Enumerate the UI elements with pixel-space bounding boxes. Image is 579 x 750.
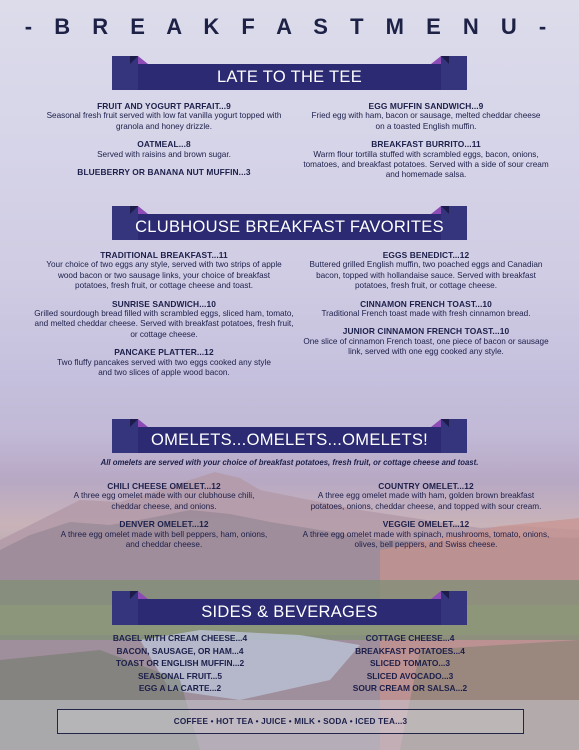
item-description: Warm flour tortilla stuffed with scrambled eggs, bacon, onions, tomatoes, and breakfast potatoes. Served with a side of sour cream and homemade salsa. (303, 149, 549, 180)
item-name: COUNTRY OMELET...12 (378, 481, 474, 491)
side-item: SLICED AVOCADO...3 (366, 670, 454, 681)
item-name: OATMEAL...8 (137, 139, 191, 150)
menu-item (30, 299, 298, 341)
omelet-note: All omelets are served with your choice of breakfast potatoes, fresh fruit, or cottage cheese and toast. (100, 458, 479, 467)
item-description: A three egg omelet made with ham, golden brown breakfast potatoes, onions, cheddar cheese, and topped with sour cream. (310, 491, 542, 511)
item-name: EGGS BENEDICT...12 (382, 250, 470, 260)
section-heading: LATE TO THE TEE (216, 68, 363, 86)
side-item: BACON, SAUSAGE, OR HAM...4 (116, 645, 244, 656)
item-description: A three egg omelet made with bell peppers, ham, onions, and cheddar cheese. (60, 529, 268, 550)
menu-item (30, 347, 298, 378)
item-description: Buttered grilled English muffin, two poached eggs and Canadian bacon, topped with hollandaise sauce. Served with breakfast potatoes, fresh fruit, or cottage cheese. (309, 260, 543, 291)
menu-item (298, 481, 554, 512)
item-name: TRADITIONAL BREAKFAST...11 (100, 250, 228, 260)
omelets-right-column (298, 481, 554, 557)
side-item: SLICED TOMATO...3 (369, 658, 451, 669)
side-item: SOUR CREAM OR SALSA...2 (352, 683, 468, 694)
sides-left-list (60, 632, 300, 695)
item-description: Traditional French toast made with fresh cinnamon bread. (321, 309, 531, 319)
side-item: EGG A LA CARTE...2 (138, 683, 222, 694)
menu-item (30, 167, 298, 177)
item-name: FRUIT AND YOGURT PARFAIT...9 (97, 101, 231, 111)
menu-item (30, 250, 298, 292)
section-banner-clubhouse (112, 206, 467, 240)
side-item: COTTAGE CHEESE...4 (365, 633, 455, 643)
item-name: CINNAMON FRENCH TOAST...10 (360, 298, 492, 309)
menu-title: - B R E A K F A S T M E N U - (24, 14, 555, 39)
menu-item (30, 519, 298, 550)
menu-item (298, 299, 554, 320)
item-name: PANCAKE PLATTER...12 (114, 347, 214, 358)
item-name: EGG MUFFIN SANDWICH...9 (368, 101, 484, 111)
item-description: A three egg omelet made with our clubhouse chili, cheddar cheese, and onions. (73, 491, 255, 511)
side-item: SEASONAL FRUIT...5 (137, 670, 223, 681)
item-name: JUNIOR CINNAMON FRENCH TOAST...10 (342, 326, 510, 337)
menu-item (298, 250, 554, 292)
clubhouse-left-column (30, 250, 298, 385)
menu-item (30, 139, 298, 160)
item-name: VEGGIE OMELET...12 (382, 519, 470, 530)
item-description: Served with raisins and brown sugar. (97, 149, 231, 159)
omelets-left-column (30, 481, 298, 557)
menu-item (30, 481, 298, 512)
menu-item (30, 101, 298, 132)
item-name: SUNRISE SANDWICH...10 (111, 298, 216, 309)
beverages-box: COFFEE • HOT TEA • JUICE • MILK • SODA • ICED TEA...3 (57, 709, 524, 734)
menu-item (298, 139, 554, 181)
item-description: A three egg omelet made with spinach, mushrooms, tomato, onions, olives, bell peppers, and Swiss cheese. (302, 529, 550, 550)
late-right-column (298, 101, 554, 188)
section-banner-omelets (112, 419, 467, 453)
clubhouse-right-column (298, 250, 554, 365)
item-description: One slice of cinnamon French toast, one piece of bacon or sausage link, served with one egg cooked any style. (303, 336, 549, 357)
section-heading: OMELETS...OMELETS...OMELETS! (150, 431, 429, 449)
menu-item (298, 101, 554, 132)
item-description: Seasonal fresh fruit served with low fat vanilla yogurt topped with granola and honey drizzle. (46, 111, 282, 131)
menu-item (298, 519, 554, 550)
sides-right-list (305, 632, 515, 695)
side-item: BREAKFAST POTATOES...4 (355, 645, 465, 656)
item-name: BREAKFAST BURRITO...11 (371, 139, 481, 150)
item-description: Your choice of two eggs any style, served with two strips of apple wood bacon or two sausage links, your choice of breakfast potatoes, fresh fruit, or cottage cheese and toast. (46, 260, 282, 291)
section-heading: CLUBHOUSE BREAKFAST FAVORITES (135, 218, 444, 236)
section-banner-late (112, 56, 467, 90)
item-name: CHILI CHEESE OMELET...12 (107, 481, 221, 491)
item-name: BLUEBERRY OR BANANA NUT MUFFIN...3 (77, 167, 251, 178)
item-description: Fried egg with ham, bacon or sausage, melted cheddar cheese on a toasted English muffin. (311, 111, 541, 131)
item-description: Two fluffy pancakes served with two eggs cooked any style and two slices of apple wood bacon. (57, 357, 271, 378)
menu-item (298, 326, 554, 357)
section-banner-sides (112, 591, 467, 625)
side-item: BAGEL WITH CREAM CHEESE...4 (112, 633, 248, 643)
item-description: Grilled sourdough bread filled with scrambled eggs, sliced ham, tomato, and melted cheddar cheese. Served with breakfast potatoes, fresh fruit, or cottage cheese. (34, 309, 294, 339)
item-name: DENVER OMELET...12 (119, 519, 209, 530)
section-heading: SIDES & BEVERAGES (201, 603, 378, 621)
late-left-column (30, 101, 298, 184)
side-item: TOAST OR ENGLISH MUFFIN...2 (115, 658, 245, 669)
